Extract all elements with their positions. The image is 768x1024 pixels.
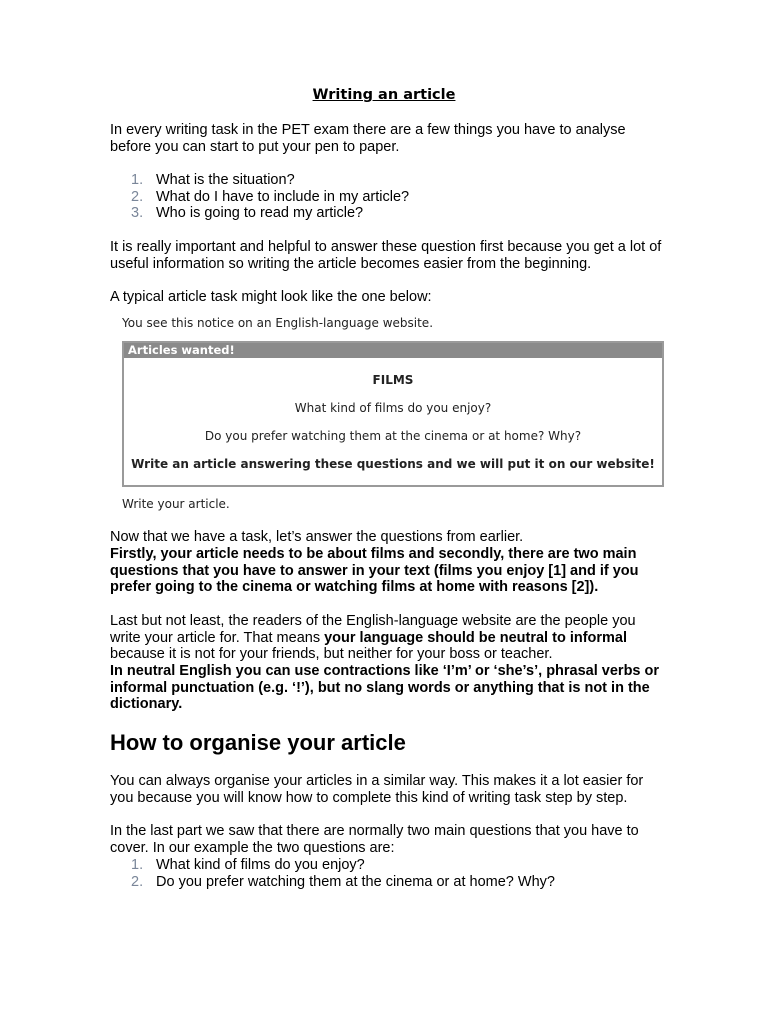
list-item: 2. What do I have to include in my article? [131,188,410,205]
section-heading: How to organise your article [110,730,406,755]
last-but-not-least-paragraph: Last but not least, the readers of the English-language website are the people you write your article for. That means your language should be neutral to informal because it is not for your friends, but neither for your boss or teacher. [110,613,636,663]
list-item: 1. What is the situation? [131,172,295,188]
organise-paragraph: You can always organise your articles in a similar way. This makes it a lot easier for you because you will know how to complete this kind of writing task step by step. [110,773,644,806]
task-heading: FILMS [372,373,414,387]
firstly-bold-text: Firstly, your article needs to be about films and secondly, there are two main questions that you have to answer in your text (films you enjoy [1] and if you prefer going to the cinema or watching films at home with reasons [2]). [110,546,639,596]
task-intro: You see this notice on an English-language website. [122,316,434,330]
neutral-english-bold-text: In neutral English you can use contractions like ‘I’m’ or ‘she’s’, phrasal verbs or informal punctuation (e.g. ‘!’), but no slang words or anything that is not in the dictionary. [110,663,660,713]
last-part-paragraph: In the last part we saw that there are normally two main questions that you have to cover. In our example the two questions are: [110,823,639,856]
firstly-paragraph [110,546,670,596]
list-item: 1. What kind of films do you enjoy? [131,857,365,873]
task-notice-box [122,341,664,487]
article-task-figure [122,312,664,516]
now-paragraph: Now that we have a task, let’s answer the questions from earlier. [110,529,524,545]
important-paragraph: It is really important and helpful to answer these question first because you get a lot of useful information so writing the article becomes easier from the beginning. [110,239,662,272]
task-instruction: Write an article answering these questions and we will put it on our website! [131,457,655,471]
questions-list [110,172,409,222]
task-question-2: Do you prefer watching them at the cinema or at home? Why? [204,429,582,443]
intro-paragraph: In every writing task in the PET exam there are a few things you have to analyse before you can start to put your pen to paper. [110,122,626,155]
task-notice-header: Articles wanted! [124,343,662,358]
list-item: 3. Who is going to read my article? [131,205,364,222]
neutral-english-paragraph [110,663,670,713]
task-outro: Write your article. [122,497,230,511]
typical-paragraph: A typical article task might look like the one below: [110,289,432,305]
list-item: 2. Do you prefer watching them at the cinema or at home? Why? [131,873,555,890]
example-questions-list [110,857,555,890]
task-question-1: What kind of films do you enjoy? [294,401,492,415]
document-title: Writing an article [312,87,456,103]
